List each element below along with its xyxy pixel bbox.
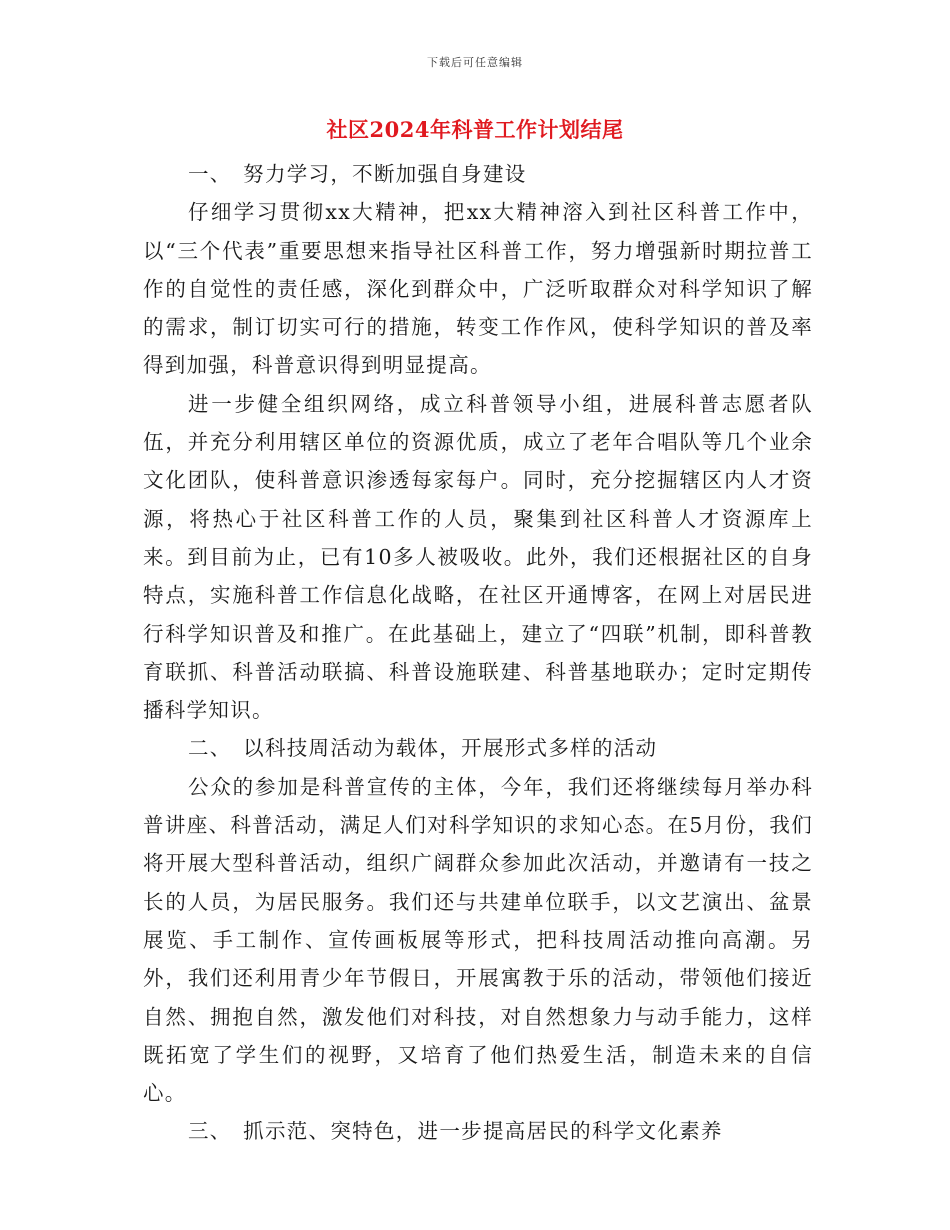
paragraph: 进一步健全组织网络，成立科普领导小组，进展科普志愿者队伍，并充分利用辖区单位的资源优质，成立了老年合唱队等几个业余文化团队，使科普意识渗透每家每户。同时，充分挖掘辖区内人才资源，将热心于社区科普工作的人员，聚集到社区科普人才资源库上来。到目前为止，已有10多人被吸收。此外，我们还根据社区的自身特点，实施科普工作信息化战略，在社区开通博客，在网上对居民进行科学知识普及和推广。在此基础上，建立了“四联”机制，即科普教育联抓、科普活动联搞、科普设施联建、科普基地联办；定时定期传播科学知识。 bbox=[143, 391, 813, 723]
header-note: 下载后可任意编辑 bbox=[427, 56, 523, 69]
document-body bbox=[143, 155, 813, 1151]
section-heading-1: 一、 努力学习，不断加强自身建设 bbox=[188, 162, 527, 186]
section-heading-3: 三、 抓示范、突特色，进一步提高居民的科学文化素养 bbox=[188, 1119, 723, 1144]
paragraph: 仔细学习贯彻xx大精神，把xx大精神溶入到社区科普工作中，以“三个代表”重要思想来指导社区科普工作，努力增强新时期拉普工作的自觉性的责任感，深化到群众中，广泛听取群众对科学知识了解的需求，制订切实可行的措施，转变工作作风，使科学知识的普及率得到加强，科普意识得到明显提高。 bbox=[143, 200, 813, 378]
section-heading-2: 二、 以科技周活动为载体，开展形式多样的活动 bbox=[188, 736, 658, 761]
paragraph: 公众的参加是科普宣传的主体，今年，我们还将继续每月举办科普讲座、科普活动，满足人们对科学知识的求知心态。在5月份，我们将开展大型科普活动，组织广阔群众参加此次活动，并邀请有一技之长的人员，为居民服务。我们还与共建单位联手，以文艺演出、盆景展览、手工制作、宣传画板展等形式，把科技周活动推向高潮。另外，我们还利用青少年节假日，开展寓教于乐的活动，带领他们接近自然、拥抱自然，激发他们对科技，对自然想象力与动手能力，这样既拓宽了学生们的视野，又培育了他们热爱生活，制造未来的自信心。 bbox=[143, 774, 813, 1106]
document-title: 社区2024年科普工作计划结尾 bbox=[326, 117, 624, 142]
